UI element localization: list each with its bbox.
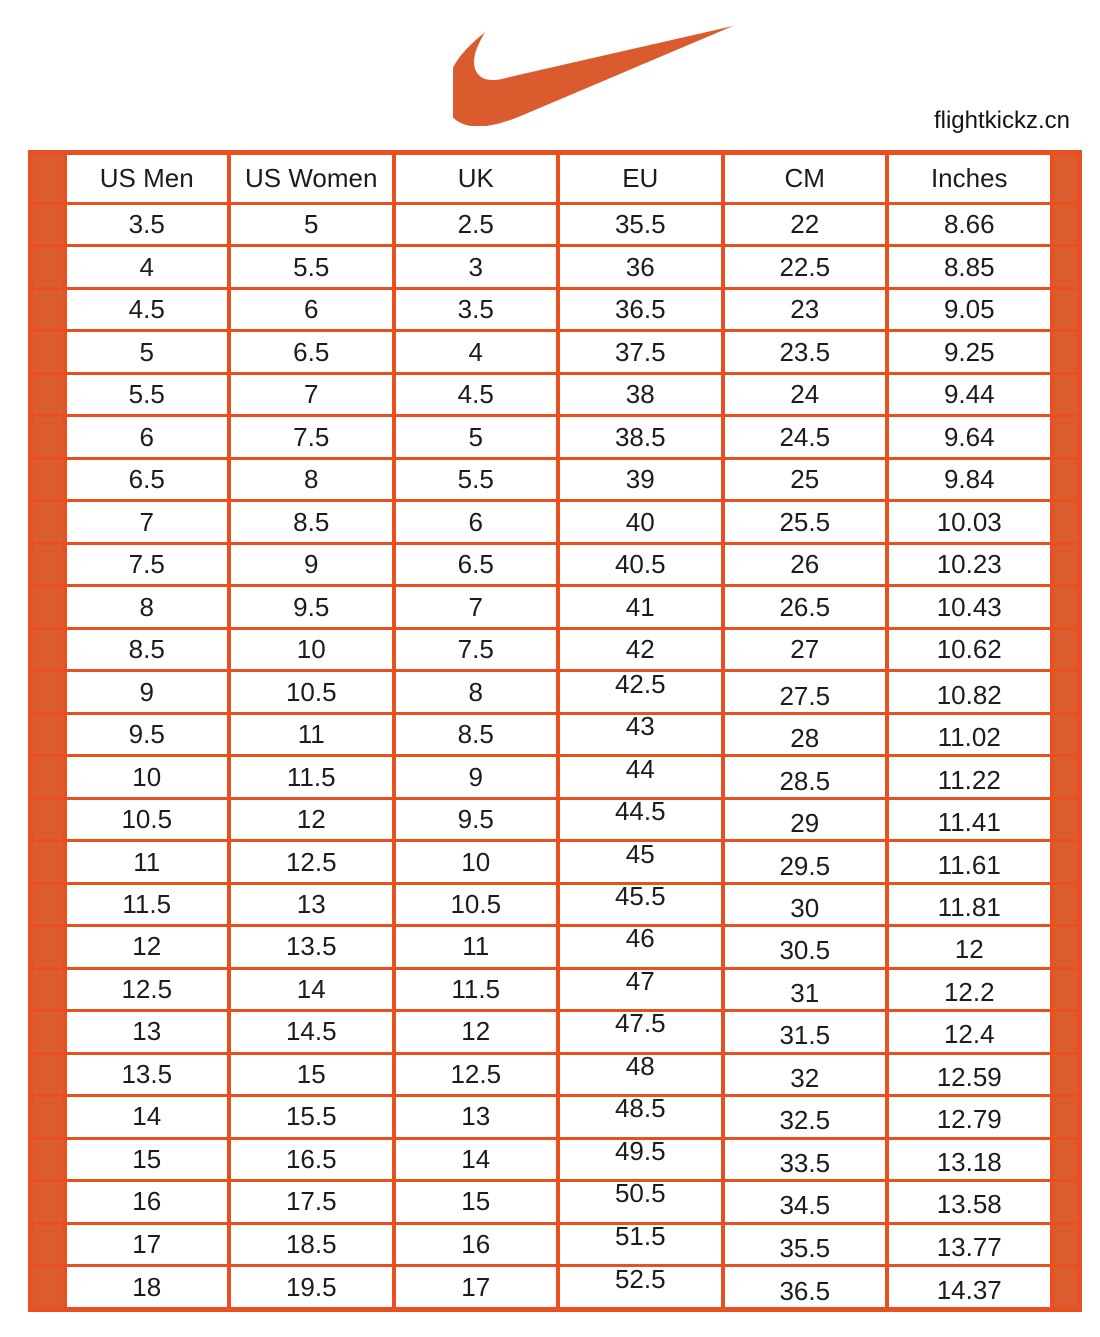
size-cell: 29 <box>723 798 888 840</box>
size-cell: 33.5 <box>723 1138 888 1180</box>
size-cell: 11 <box>65 841 230 883</box>
size-cell: 8.66 <box>887 204 1052 246</box>
left-accent-bar <box>31 1266 65 1310</box>
size-cell: 7 <box>394 586 559 628</box>
size-cell: 8 <box>229 458 394 500</box>
right-accent-bar <box>1052 458 1080 500</box>
size-cell: 27 <box>723 628 888 670</box>
left-accent-bar <box>31 841 65 883</box>
size-cell: 24 <box>723 373 888 415</box>
table-row <box>31 1181 1080 1223</box>
left-accent-bar <box>31 671 65 713</box>
right-accent-bar <box>1052 1096 1080 1138</box>
column-header: UK <box>394 153 559 204</box>
size-cell: 43 <box>558 713 723 755</box>
size-cell: 9 <box>394 756 559 798</box>
table-row <box>31 1223 1080 1265</box>
size-cell: 29.5 <box>723 841 888 883</box>
size-cell: 15 <box>394 1181 559 1223</box>
size-cell: 12.59 <box>887 1053 1052 1095</box>
column-header: Inches <box>887 153 1052 204</box>
size-cell: 36.5 <box>558 288 723 330</box>
size-cell: 50.5 <box>558 1181 723 1223</box>
size-cell: 11.81 <box>887 883 1052 925</box>
size-cell: 25 <box>723 458 888 500</box>
size-cell: 11.41 <box>887 798 1052 840</box>
left-accent-bar <box>31 1181 65 1223</box>
size-cell: 26.5 <box>723 586 888 628</box>
table-row <box>31 288 1080 330</box>
size-cell: 11.5 <box>65 883 230 925</box>
size-cell: 13.5 <box>229 926 394 968</box>
right-accent-bar <box>1052 841 1080 883</box>
size-cell: 34.5 <box>723 1181 888 1223</box>
size-cell: 13 <box>394 1096 559 1138</box>
size-cell: 35.5 <box>723 1223 888 1265</box>
size-cell: 3.5 <box>394 288 559 330</box>
size-cell: 9.05 <box>887 288 1052 330</box>
right-accent-bar <box>1052 926 1080 968</box>
size-cell: 12.5 <box>65 968 230 1010</box>
table-row <box>31 883 1080 925</box>
size-cell: 30.5 <box>723 926 888 968</box>
size-cell: 12.79 <box>887 1096 1052 1138</box>
right-accent-bar <box>1052 246 1080 288</box>
right-accent-bar <box>1052 883 1080 925</box>
size-cell: 5.5 <box>394 458 559 500</box>
size-cell: 32.5 <box>723 1096 888 1138</box>
table-row <box>31 501 1080 543</box>
size-cell: 23 <box>723 288 888 330</box>
size-cell: 9.84 <box>887 458 1052 500</box>
size-cell: 10.5 <box>394 883 559 925</box>
size-cell: 14 <box>65 1096 230 1138</box>
table-row <box>31 1138 1080 1180</box>
table-row <box>31 841 1080 883</box>
column-header: EU <box>558 153 723 204</box>
size-cell: 5.5 <box>229 246 394 288</box>
size-cell: 13.18 <box>887 1138 1052 1180</box>
size-cell: 7 <box>229 373 394 415</box>
size-cell: 8.5 <box>394 713 559 755</box>
size-cell: 7 <box>65 501 230 543</box>
size-cell: 10.62 <box>887 628 1052 670</box>
left-accent-bar <box>31 713 65 755</box>
size-cell: 9 <box>65 671 230 713</box>
size-cell: 22.5 <box>723 246 888 288</box>
size-cell: 6.5 <box>394 543 559 585</box>
size-cell: 5 <box>229 204 394 246</box>
size-cell: 23.5 <box>723 331 888 373</box>
size-cell: 36 <box>558 246 723 288</box>
right-accent-bar <box>1052 798 1080 840</box>
size-cell: 31.5 <box>723 1011 888 1053</box>
right-accent-bar <box>1052 1181 1080 1223</box>
table-row <box>31 713 1080 755</box>
left-accent-bar <box>31 1053 65 1095</box>
right-accent-bar <box>1052 288 1080 330</box>
right-accent-bar <box>1052 543 1080 585</box>
right-accent-bar <box>1052 671 1080 713</box>
nike-swoosh-icon <box>453 26 733 126</box>
left-accent-bar <box>31 926 65 968</box>
size-cell: 14.5 <box>229 1011 394 1053</box>
table-row <box>31 331 1080 373</box>
size-cell: 2.5 <box>394 204 559 246</box>
size-cell: 10.03 <box>887 501 1052 543</box>
right-accent-bar <box>1052 331 1080 373</box>
size-cell: 11.5 <box>394 968 559 1010</box>
size-cell: 24.5 <box>723 416 888 458</box>
size-cell: 17 <box>394 1266 559 1310</box>
size-cell: 5.5 <box>65 373 230 415</box>
table-row <box>31 246 1080 288</box>
left-accent-bar <box>31 331 65 373</box>
size-cell: 5 <box>394 416 559 458</box>
size-cell: 9.44 <box>887 373 1052 415</box>
size-cell: 18.5 <box>229 1223 394 1265</box>
size-cell: 13.5 <box>65 1053 230 1095</box>
size-cell: 28 <box>723 713 888 755</box>
column-header: US Women <box>229 153 394 204</box>
size-cell: 14.37 <box>887 1266 1052 1310</box>
left-accent-bar <box>31 968 65 1010</box>
size-cell: 6 <box>229 288 394 330</box>
size-cell: 9.25 <box>887 331 1052 373</box>
size-cell: 8.85 <box>887 246 1052 288</box>
size-cell: 38 <box>558 373 723 415</box>
size-cell: 5 <box>65 331 230 373</box>
size-cell: 16 <box>394 1223 559 1265</box>
right-accent-bar <box>1052 1266 1080 1310</box>
size-cell: 41 <box>558 586 723 628</box>
size-cell: 12 <box>394 1011 559 1053</box>
left-accent-bar <box>31 543 65 585</box>
size-cell: 15 <box>229 1053 394 1095</box>
size-cell: 52.5 <box>558 1266 723 1310</box>
header-row <box>31 153 1080 204</box>
size-cell: 15.5 <box>229 1096 394 1138</box>
size-cell: 9.5 <box>394 798 559 840</box>
size-cell: 42 <box>558 628 723 670</box>
left-accent-bar <box>31 288 65 330</box>
size-cell: 8.5 <box>229 501 394 543</box>
left-accent-bar <box>31 628 65 670</box>
size-conversion-table <box>28 150 1082 1312</box>
size-cell: 9.64 <box>887 416 1052 458</box>
size-cell: 15 <box>65 1138 230 1180</box>
right-accent-bar <box>1052 628 1080 670</box>
table-row <box>31 1096 1080 1138</box>
table-row <box>31 458 1080 500</box>
size-cell: 10.5 <box>229 671 394 713</box>
size-cell: 26 <box>723 543 888 585</box>
size-cell: 32 <box>723 1053 888 1095</box>
size-cell: 28.5 <box>723 756 888 798</box>
right-accent-bar <box>1052 713 1080 755</box>
size-cell: 11 <box>229 713 394 755</box>
table-row <box>31 628 1080 670</box>
size-cell: 14 <box>229 968 394 1010</box>
size-cell: 10.23 <box>887 543 1052 585</box>
size-cell: 7.5 <box>229 416 394 458</box>
table-row <box>31 1011 1080 1053</box>
size-cell: 35.5 <box>558 204 723 246</box>
size-cell: 4 <box>394 331 559 373</box>
size-cell: 16 <box>65 1181 230 1223</box>
size-cell: 7.5 <box>65 543 230 585</box>
size-cell: 31 <box>723 968 888 1010</box>
table-row <box>31 543 1080 585</box>
size-cell: 6 <box>65 416 230 458</box>
size-cell: 27.5 <box>723 671 888 713</box>
left-accent-bar <box>31 586 65 628</box>
size-cell: 9 <box>229 543 394 585</box>
right-accent-bar <box>1052 1138 1080 1180</box>
left-accent-bar <box>31 1138 65 1180</box>
size-cell: 48 <box>558 1053 723 1095</box>
right-accent-bar <box>1052 153 1080 204</box>
left-accent-bar <box>31 1011 65 1053</box>
size-cell: 45 <box>558 841 723 883</box>
size-cell: 8.5 <box>65 628 230 670</box>
size-cell: 40 <box>558 501 723 543</box>
size-cell: 47 <box>558 968 723 1010</box>
size-cell: 3 <box>394 246 559 288</box>
table-row <box>31 204 1080 246</box>
size-cell: 10 <box>65 756 230 798</box>
size-cell: 19.5 <box>229 1266 394 1310</box>
right-accent-bar <box>1052 756 1080 798</box>
right-accent-bar <box>1052 1223 1080 1265</box>
table-row <box>31 1053 1080 1095</box>
left-accent-bar <box>31 883 65 925</box>
right-accent-bar <box>1052 1053 1080 1095</box>
size-cell: 10 <box>229 628 394 670</box>
size-cell: 11.22 <box>887 756 1052 798</box>
size-cell: 12.5 <box>229 841 394 883</box>
size-cell: 49.5 <box>558 1138 723 1180</box>
left-accent-bar <box>31 798 65 840</box>
size-cell: 16.5 <box>229 1138 394 1180</box>
table-row <box>31 798 1080 840</box>
size-cell: 10.82 <box>887 671 1052 713</box>
size-cell: 11.61 <box>887 841 1052 883</box>
size-cell: 11.5 <box>229 756 394 798</box>
size-cell: 10.5 <box>65 798 230 840</box>
size-cell: 8 <box>65 586 230 628</box>
right-accent-bar <box>1052 586 1080 628</box>
size-cell: 13 <box>65 1011 230 1053</box>
size-cell: 22 <box>723 204 888 246</box>
size-cell: 12.5 <box>394 1053 559 1095</box>
size-cell: 39 <box>558 458 723 500</box>
left-accent-bar <box>31 1096 65 1138</box>
size-cell: 51.5 <box>558 1223 723 1265</box>
size-cell: 9.5 <box>65 713 230 755</box>
right-accent-bar <box>1052 501 1080 543</box>
table-row <box>31 671 1080 713</box>
size-cell: 11.02 <box>887 713 1052 755</box>
left-accent-bar <box>31 204 65 246</box>
size-cell: 3.5 <box>65 204 230 246</box>
left-accent-bar <box>31 1223 65 1265</box>
table-row <box>31 586 1080 628</box>
size-cell: 12 <box>229 798 394 840</box>
right-accent-bar <box>1052 373 1080 415</box>
right-accent-bar <box>1052 416 1080 458</box>
size-cell: 12.2 <box>887 968 1052 1010</box>
column-header: US Men <box>65 153 230 204</box>
size-cell: 17.5 <box>229 1181 394 1223</box>
table-row <box>31 926 1080 968</box>
size-cell: 10.43 <box>887 586 1052 628</box>
size-cell: 25.5 <box>723 501 888 543</box>
size-cell: 42.5 <box>558 671 723 713</box>
table-row <box>31 968 1080 1010</box>
size-cell: 38.5 <box>558 416 723 458</box>
left-accent-bar <box>31 501 65 543</box>
size-cell: 13.58 <box>887 1181 1052 1223</box>
size-cell: 12 <box>65 926 230 968</box>
size-cell: 14 <box>394 1138 559 1180</box>
table-row <box>31 373 1080 415</box>
left-accent-bar <box>31 373 65 415</box>
left-accent-bar <box>31 416 65 458</box>
size-cell: 37.5 <box>558 331 723 373</box>
size-cell: 9.5 <box>229 586 394 628</box>
right-accent-bar <box>1052 968 1080 1010</box>
size-cell: 44 <box>558 756 723 798</box>
right-accent-bar <box>1052 1011 1080 1053</box>
table-row <box>31 1266 1080 1310</box>
size-cell: 8 <box>394 671 559 713</box>
size-cell: 12 <box>887 926 1052 968</box>
left-accent-bar <box>31 153 65 204</box>
size-cell: 44.5 <box>558 798 723 840</box>
website-watermark: flightkickz.cn <box>933 107 1070 134</box>
table-row <box>31 756 1080 798</box>
size-cell: 36.5 <box>723 1266 888 1310</box>
size-cell: 11 <box>394 926 559 968</box>
size-cell: 6.5 <box>65 458 230 500</box>
size-cell: 30 <box>723 883 888 925</box>
size-cell: 6 <box>394 501 559 543</box>
left-accent-bar <box>31 756 65 798</box>
table-row <box>31 416 1080 458</box>
left-accent-bar <box>31 246 65 288</box>
size-cell: 4.5 <box>65 288 230 330</box>
size-cell: 6.5 <box>229 331 394 373</box>
right-accent-bar <box>1052 204 1080 246</box>
size-cell: 47.5 <box>558 1011 723 1053</box>
size-cell: 4.5 <box>394 373 559 415</box>
size-cell: 18 <box>65 1266 230 1310</box>
size-cell: 4 <box>65 246 230 288</box>
size-cell: 12.4 <box>887 1011 1052 1053</box>
size-cell: 10 <box>394 841 559 883</box>
size-cell: 40.5 <box>558 543 723 585</box>
size-cell: 45.5 <box>558 883 723 925</box>
size-cell: 13.77 <box>887 1223 1052 1265</box>
column-header: CM <box>723 153 888 204</box>
size-cell: 7.5 <box>394 628 559 670</box>
size-cell: 13 <box>229 883 394 925</box>
size-cell: 48.5 <box>558 1096 723 1138</box>
size-cell: 17 <box>65 1223 230 1265</box>
size-cell: 46 <box>558 926 723 968</box>
left-accent-bar <box>31 458 65 500</box>
